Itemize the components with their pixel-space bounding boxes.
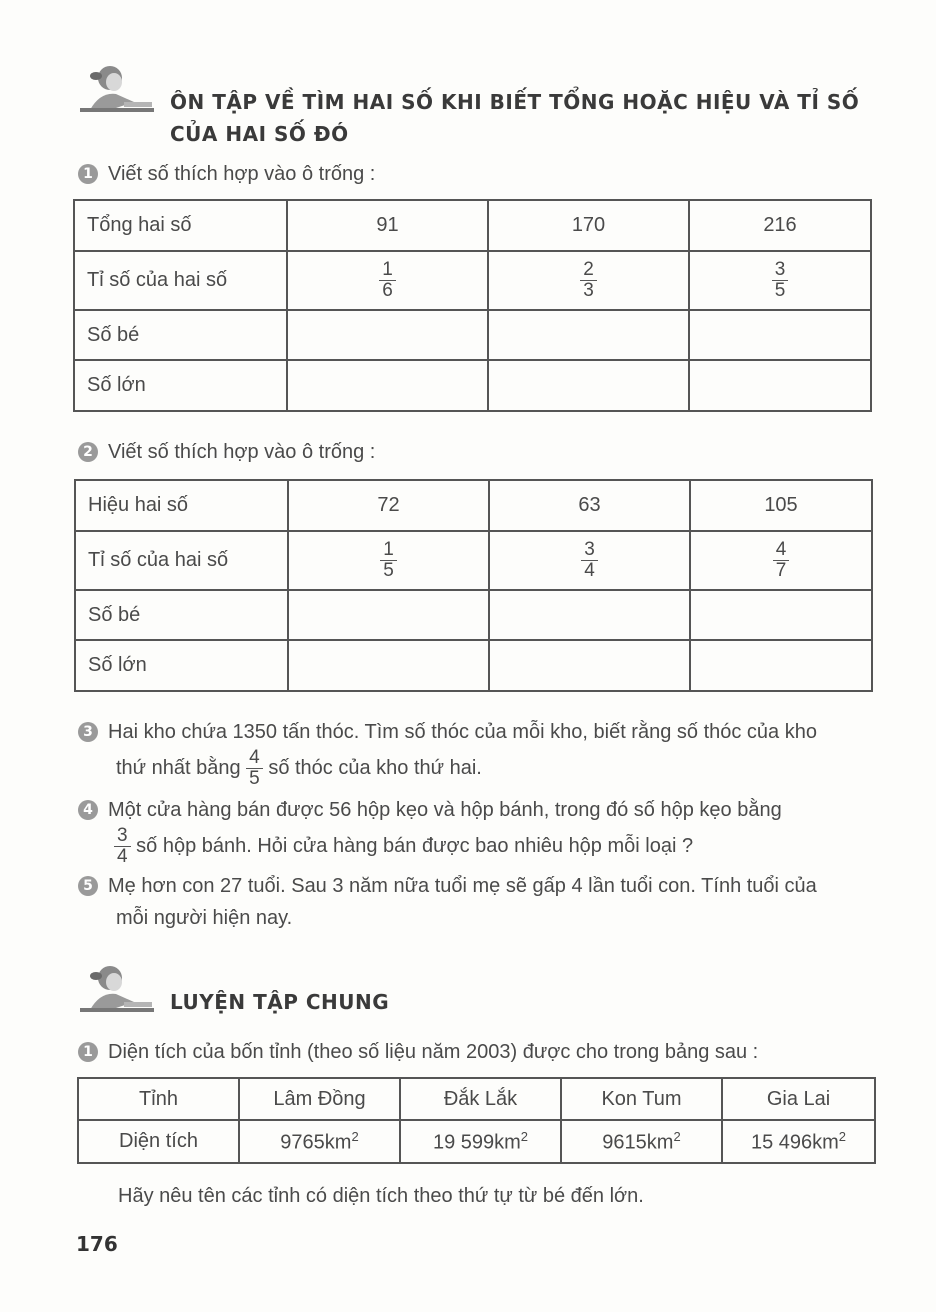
- exercise-text: Hai kho chứa 1350 tấn thóc. Tìm số thóc của mỗi kho, biết rằng số thóc của kho: [108, 721, 817, 743]
- row-label-sum: Tổng hai số: [74, 200, 287, 251]
- row-label-difference: Hiệu hai số: [75, 480, 288, 531]
- fraction: $\frac{3}{5}$: [772, 260, 789, 301]
- fraction: $\frac{3}{4}$: [581, 540, 598, 581]
- answer-cell: [690, 640, 872, 691]
- header-area: Diện tích: [78, 1120, 239, 1163]
- fraction: $\frac{4}{5}$: [246, 748, 263, 789]
- area-value: 19 $599km^2$: [400, 1120, 561, 1163]
- section-title-line2: CỦA HAI SỐ ĐÓ: [170, 122, 349, 146]
- ratio-cell: [288, 531, 489, 590]
- exercise-number-badge: 2: [78, 442, 98, 462]
- ratio-cell: [489, 531, 690, 590]
- province-name: Gia Lai: [722, 1078, 875, 1120]
- province-area-table: [77, 1077, 876, 1164]
- exercise-number-badge: 4: [78, 800, 98, 820]
- fraction: $\frac{3}{4}$: [114, 826, 131, 867]
- difference-ratio-table: [74, 479, 873, 692]
- instruction-text: Diện tích của bốn tỉnh (theo số liệu năm 2003) được cho trong bảng sau :: [108, 1041, 759, 1063]
- exercise-1-instruction: [78, 158, 375, 190]
- answer-cell: [689, 310, 871, 360]
- area-value: $9765km^2$: [239, 1120, 400, 1163]
- answer-cell: [288, 590, 489, 640]
- difference-value: 105: [690, 480, 872, 531]
- row-label-large: Số lớn: [74, 360, 287, 411]
- reading-girl-icon: [76, 62, 158, 118]
- province-name: Đắk Lắk: [400, 1078, 561, 1120]
- exercise-3: [78, 716, 878, 789]
- answer-cell: [488, 360, 689, 411]
- section-title-practice: LUYỆN TẬP CHUNG: [170, 990, 390, 1014]
- area-value: $9615km^2$: [561, 1120, 722, 1163]
- row-label-large: Số lớn: [75, 640, 288, 691]
- sum-ratio-table: [73, 199, 872, 412]
- answer-cell: [689, 360, 871, 411]
- fraction: $\frac{1}{6}$: [379, 260, 396, 301]
- exercise-text: Một cửa hàng bán được 56 hộp kẹo và hộp bánh, trong đó số hộp kẹo bằng: [108, 799, 782, 821]
- answer-cell: [690, 590, 872, 640]
- exercise-number-badge: 3: [78, 722, 98, 742]
- sum-value: 170: [488, 200, 689, 251]
- area-value: 15 $496km^2$: [722, 1120, 875, 1163]
- answer-cell: [287, 310, 488, 360]
- practice-question: Hãy nêu tên các tỉnh có diện tích theo thứ tự từ bé đến lớn.: [118, 1185, 644, 1207]
- difference-value: 63: [489, 480, 690, 531]
- sum-value: 216: [689, 200, 871, 251]
- instruction-text: Viết số thích hợp vào ô trống :: [108, 163, 376, 185]
- header-province: Tỉnh: [78, 1078, 239, 1120]
- exercise-text: thứ nhất bằng: [116, 756, 241, 779]
- answer-cell: [488, 310, 689, 360]
- exercise-2-instruction: [78, 436, 375, 468]
- row-label-ratio: Tỉ số của hai số: [74, 251, 287, 310]
- exercise-text: số hộp bánh. Hỏi cửa hàng bán được bao nhiêu hộp mỗi loại ?: [136, 834, 694, 857]
- row-label-small: Số bé: [74, 310, 287, 360]
- row-label-small: Số bé: [75, 590, 288, 640]
- row-label-ratio: Tỉ số của hai số: [75, 531, 288, 590]
- ratio-cell: [690, 531, 872, 590]
- exercise-number-badge: 1: [78, 1042, 98, 1062]
- answer-cell: [489, 640, 690, 691]
- exercise-4: [78, 794, 878, 867]
- difference-value: 72: [288, 480, 489, 531]
- fraction: $\frac{2}{3}$: [580, 260, 597, 301]
- fraction: $\frac{1}{5}$: [380, 540, 397, 581]
- exercise-text: mỗi người hiện nay.: [116, 907, 293, 929]
- answer-cell: [288, 640, 489, 691]
- page-number: 176: [76, 1232, 118, 1256]
- exercise-text: Mẹ hơn con 27 tuổi. Sau 3 năm nữa tuổi mẹ sẽ gấp 4 lần tuổi con. Tính tuổi của: [108, 875, 817, 897]
- reading-girl-icon: [76, 962, 158, 1018]
- fraction: $\frac{4}{7}$: [773, 540, 790, 581]
- exercise-number-badge: 1: [78, 164, 98, 184]
- exercise-text: số thóc của kho thứ hai.: [268, 756, 482, 779]
- answer-cell: [489, 590, 690, 640]
- province-name: Kon Tum: [561, 1078, 722, 1120]
- exercise-5: [78, 870, 878, 934]
- province-name: Lâm Đồng: [239, 1078, 400, 1120]
- ratio-cell: [689, 251, 871, 310]
- sum-value: 91: [287, 200, 488, 251]
- section-title-line1: ÔN TẬP VỀ TÌM HAI SỐ KHI BIẾT TỔNG HOẶC HIỆU VÀ TỈ SỐ: [170, 90, 860, 114]
- instruction-text: Viết số thích hợp vào ô trống :: [108, 441, 376, 463]
- ratio-cell: [488, 251, 689, 310]
- practice-exercise-1-instruction: [78, 1036, 758, 1068]
- answer-cell: [287, 360, 488, 411]
- ratio-cell: [287, 251, 488, 310]
- exercise-number-badge: 5: [78, 876, 98, 896]
